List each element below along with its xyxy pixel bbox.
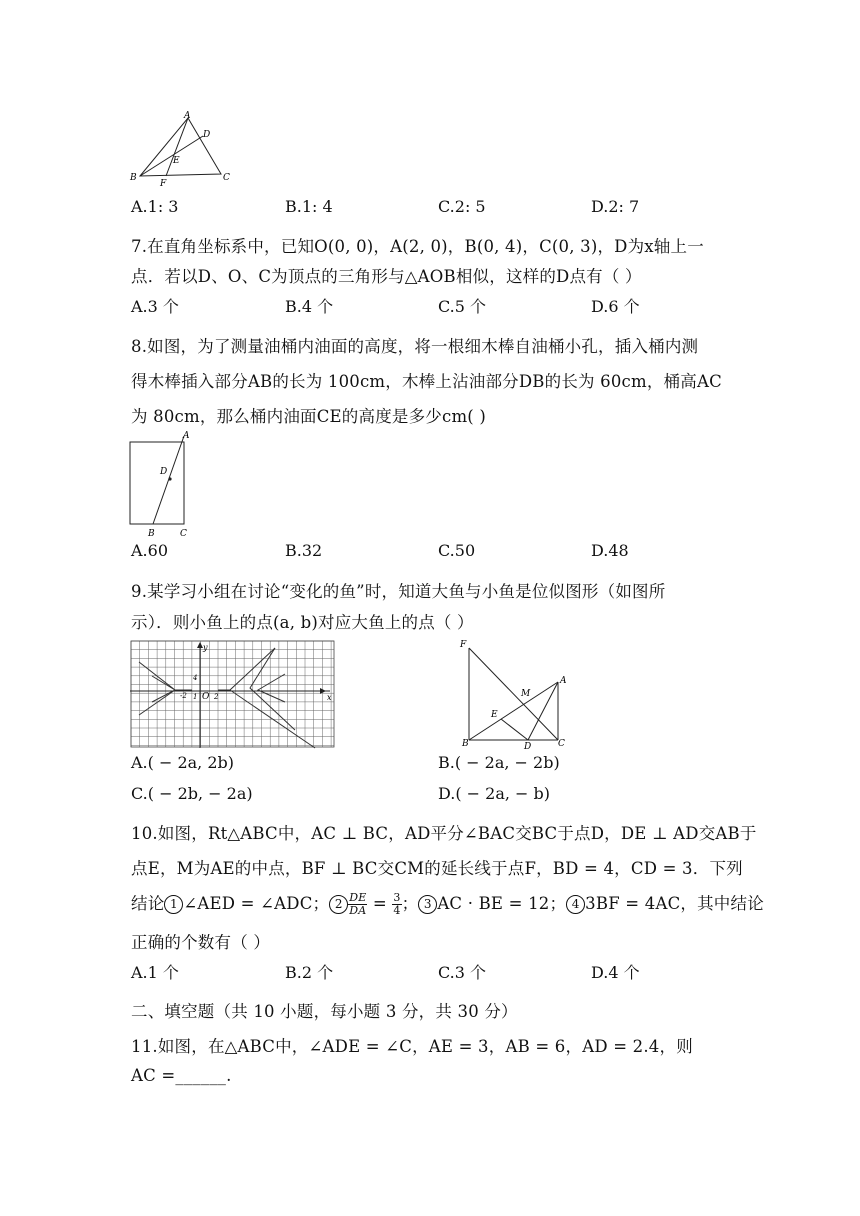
frac-num: 3 bbox=[393, 891, 401, 904]
q7-option-d: D.6 个 bbox=[591, 297, 640, 316]
q8-line-2: 得木棒插入部分AB的长为 100cm，木棒上沾油部分DB的长为 60cm，桶高AC bbox=[131, 372, 722, 391]
label-C: C bbox=[223, 173, 230, 183]
label-F: F bbox=[160, 179, 167, 189]
label-D: D bbox=[203, 130, 211, 140]
origin-label: O bbox=[202, 692, 210, 702]
q9-option-b: B.( − 2a, − 2b) bbox=[438, 753, 560, 772]
q7-option-a: A.3 个 bbox=[131, 297, 179, 316]
q8-barrel-figure bbox=[126, 428, 201, 540]
q7-option-b: B.4 个 bbox=[285, 297, 334, 316]
fraction-de-da bbox=[348, 892, 367, 917]
label-D: D bbox=[160, 467, 168, 477]
frac-den: DA bbox=[349, 904, 367, 917]
q10-triangle-figure bbox=[455, 636, 575, 752]
q11-line-1: 11.如图，在△ABC中，∠ADE = ∠C，AE = 3，AB = 6，AD = 2.4，则 bbox=[131, 1037, 693, 1056]
q8-option-b: B.32 bbox=[285, 541, 323, 560]
q10-option-c: C.3 个 bbox=[438, 963, 487, 982]
q9-line-2: 示）．则小鱼上的点(a, b)对应大鱼上的点（ ） bbox=[131, 613, 474, 632]
label-C: C bbox=[558, 739, 565, 749]
q9-fish-grid-figure bbox=[130, 640, 336, 750]
label-B: B bbox=[148, 529, 155, 539]
q10-line-3 bbox=[131, 890, 764, 917]
label-M: M bbox=[521, 689, 531, 699]
q7-line-2: 点．若以D、O、C为顶点的三角形与△AOB相似，这样的D点有（ ） bbox=[131, 267, 642, 286]
q8-option-a: A.60 bbox=[131, 541, 168, 560]
y-axis-label: y bbox=[203, 643, 208, 652]
frac-den: 4 bbox=[393, 904, 401, 917]
q6-option-a: A.1: 3 bbox=[131, 197, 179, 216]
label-F: F bbox=[460, 640, 467, 650]
q7-line-1: 7.在直角坐标系中，已知O(0, 0)，A(2, 0)，B(0, 4)，C(0, 3)，D为x轴上一 bbox=[131, 237, 704, 256]
frac-num: DE bbox=[349, 891, 367, 904]
tick-two: 2 bbox=[214, 693, 219, 701]
label-E: E bbox=[491, 710, 498, 720]
q10-line-2: 点E，M为AE的中点，BF ⊥ BC交CM的延长线于点F，BD = 4，CD = 3．下列 bbox=[131, 859, 743, 878]
q9-option-d: D.( − 2a, − b) bbox=[438, 784, 551, 803]
q10-l3-e: AC · BE = 12； bbox=[437, 894, 567, 913]
q10-option-d: D.4 个 bbox=[591, 963, 640, 982]
circled-2: 2 bbox=[329, 895, 348, 914]
q8-option-c: C.50 bbox=[438, 541, 476, 560]
q7-option-c: C.5 个 bbox=[438, 297, 487, 316]
circled-1: 1 bbox=[164, 895, 183, 914]
label-C: C bbox=[180, 529, 187, 539]
label-B: B bbox=[130, 173, 137, 183]
section-title: 二、填空题（共 10 小题，每小题 3 分，共 30 分） bbox=[131, 1002, 518, 1021]
q10-l3-c: = bbox=[367, 894, 393, 913]
tick-neg2: -2 bbox=[180, 692, 187, 700]
q6-option-c: C.2: 5 bbox=[438, 197, 486, 216]
label-B: B bbox=[462, 739, 469, 749]
fraction-3-4 bbox=[392, 892, 401, 917]
q10-l3-f: 3BF = 4AC，其中结论 bbox=[585, 894, 764, 913]
q8-option-d: D.48 bbox=[591, 541, 629, 560]
q6-triangle-figure bbox=[128, 110, 238, 190]
circled-3: 3 bbox=[418, 895, 437, 914]
q9-option-a: A.( − 2a, 2b) bbox=[131, 753, 235, 772]
label-D: D bbox=[524, 742, 532, 752]
q10-l3-a: 结论 bbox=[131, 894, 165, 913]
tick-four: 4 bbox=[193, 674, 198, 682]
label-A: A bbox=[560, 676, 567, 686]
q10-l3-d: ； bbox=[401, 894, 419, 913]
q6-option-b: B.1: 4 bbox=[285, 197, 333, 216]
q8-line-1: 8.如图，为了测量油桶内油面的高度，将一根细木棒自油桶小孔，插入桶内测 bbox=[131, 337, 699, 356]
q10-line-1: 10.如图，Rt△ABC中，AC ⊥ BC，AD平分∠BAC交BC于点D，DE ⊥ AD交AB于 bbox=[131, 824, 757, 843]
q9-option-c: C.( − 2b, − 2a) bbox=[131, 784, 253, 803]
label-A: A bbox=[184, 111, 191, 121]
q10-option-b: B.2 个 bbox=[285, 963, 334, 982]
q11-line-2: AC =______. bbox=[131, 1066, 232, 1085]
q8-line-3: 为 80cm，那么桶内油面CE的高度是多少cm( ) bbox=[131, 407, 487, 426]
label-A: A bbox=[183, 431, 190, 441]
q10-l3-b: ∠AED = ∠ADC； bbox=[183, 894, 330, 913]
q10-line-4: 正确的个数有（ ） bbox=[131, 933, 271, 952]
q9-line-1: 9.某学习小组在讨论“变化的鱼”时，知道大鱼与小鱼是位似图形（如图所 bbox=[131, 582, 666, 601]
circled-4: 4 bbox=[566, 895, 585, 914]
q10-option-a: A.1 个 bbox=[131, 963, 179, 982]
tick-one: 1 bbox=[193, 693, 198, 701]
x-axis-label: x bbox=[327, 693, 332, 702]
label-E: E bbox=[173, 156, 180, 166]
q6-option-d: D.2: 7 bbox=[591, 197, 640, 216]
